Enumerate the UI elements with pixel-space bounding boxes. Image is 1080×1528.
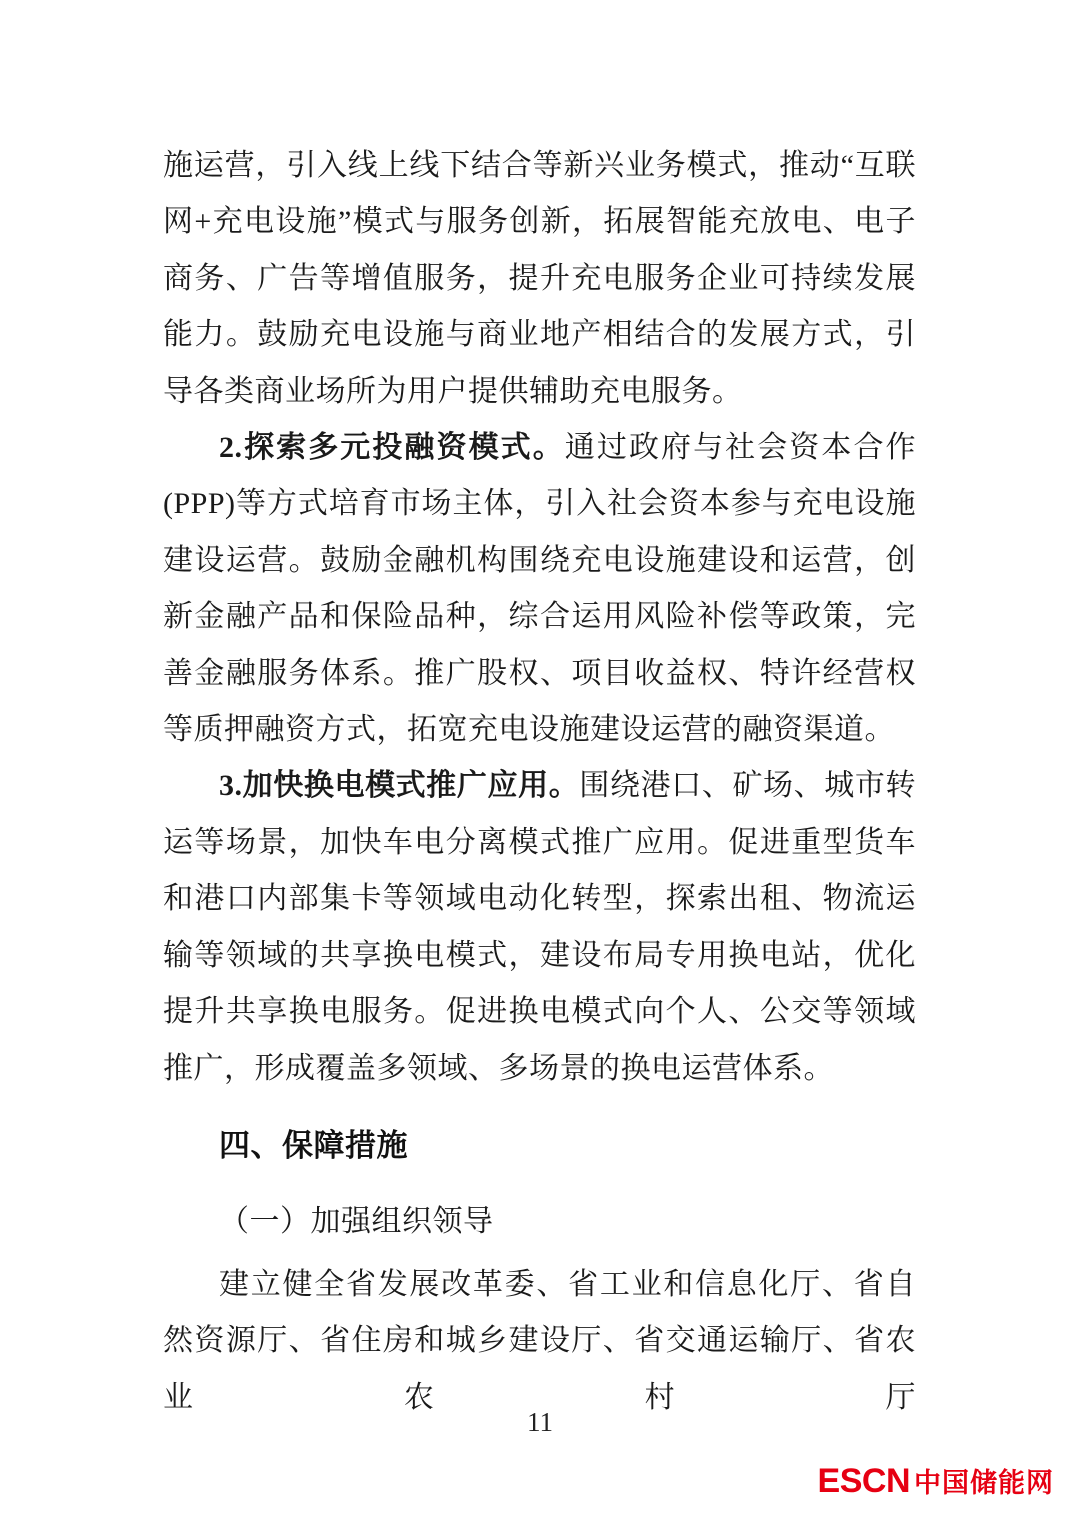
paragraph-financing-models	[163, 420, 916, 758]
paragraph-continued	[163, 138, 916, 420]
escn-logo-chinese: 中国储能网	[914, 1468, 1054, 1498]
subsection-heading: （一）加强组织领导	[219, 1205, 494, 1239]
document-body	[163, 138, 916, 1426]
paragraph-organization	[163, 1257, 916, 1426]
paragraph-lead-bold: 3.加快换电模式推广应用。	[219, 769, 580, 803]
paragraph-text: 建立健全省发展改革委、省工业和信息化厅、省自然资源厅、省住房和城乡建设厅、省交通运输厅、省农业农村厅	[163, 1267, 916, 1414]
escn-logo	[818, 1464, 1054, 1500]
paragraph-lead-bold: 2.探索多元投融资模式。	[219, 431, 565, 465]
section-heading: 四、保障措施	[219, 1127, 408, 1163]
paragraph-text: 施运营，引入线上线下结合等新兴业务模式，推动“互联网+充电设施”模式与服务创新，拓展智能充放电、电子商务、广告等增值服务，提升充电服务企业可持续发展能力。鼓励充电设施与商业地产相结合的发展方式，引导各类商业场所为用户提供辅助充电服务。	[163, 149, 916, 408]
paragraph-text: 通过政府与社会资本合作(PPP)等方式培育市场主体，引入社会资本参与充电设施建设运营。鼓励金融机构围绕充电设施建设和运营，创新金融产品和保险品种，综合运用风险补偿等政策，完善金融服务体系。推广股权、项目收益权、特许经营权等质押融资方式，拓宽充电设施建设运营的融资渠道。	[163, 431, 917, 747]
paragraph-text: 围绕港口、矿场、城市转运等场景，加快车电分离模式推广应用。促进重型货车和港口内部集卡等领域电动化转型，探索出租、物流运输等领域的共享换电模式，建设布局专用换电站，优化提升共享换电服务。促进换电模式向个人、公交等领域推广，形成覆盖多领域、多场景的换电运营体系。	[163, 769, 917, 1085]
page-number: 11	[527, 1407, 553, 1437]
paragraph-battery-swap	[163, 758, 916, 1096]
escn-logo-latin: ESCN	[817, 1462, 910, 1500]
